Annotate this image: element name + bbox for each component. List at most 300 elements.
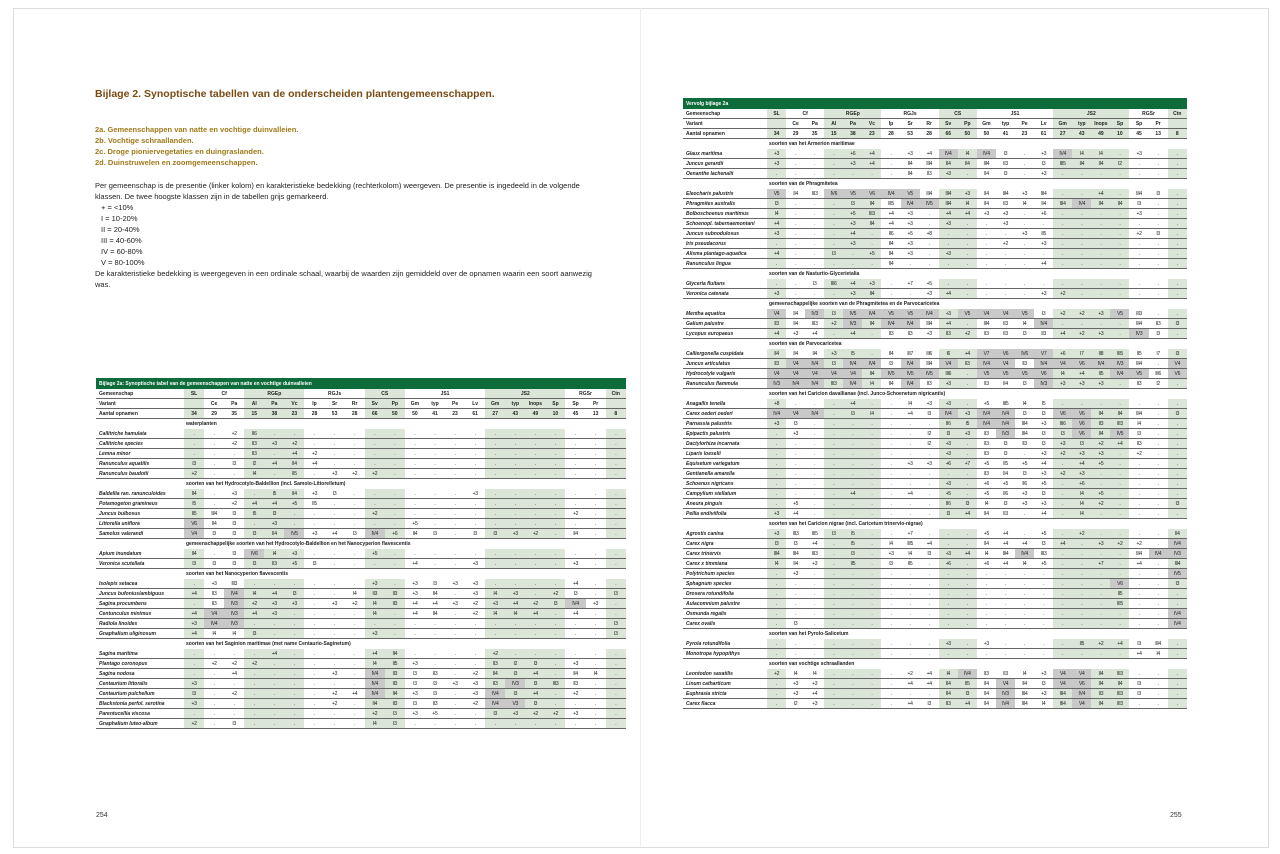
value-cell: . xyxy=(586,489,606,499)
variant-cell: Lv xyxy=(1034,119,1053,129)
species-name: Lemna minor xyxy=(96,449,184,459)
value-cell: +3 xyxy=(939,169,958,179)
value-cell: +3 xyxy=(405,579,425,589)
value-cell: +6 xyxy=(939,459,958,469)
value-cell: . xyxy=(345,659,365,669)
value-cell: III4 xyxy=(939,189,958,199)
table-row xyxy=(683,149,1187,159)
section-spacer xyxy=(96,639,184,650)
value-cell: . xyxy=(264,659,284,669)
value-cell: . xyxy=(881,419,900,429)
value-cell: +2 xyxy=(1053,289,1072,299)
variant-cell: Al xyxy=(244,399,264,409)
value-cell: +3 xyxy=(805,699,824,709)
value-cell: . xyxy=(977,599,996,609)
value-cell: IV3 xyxy=(224,609,244,619)
value-cell: . xyxy=(824,439,843,449)
value-cell: . xyxy=(586,439,606,449)
value-cell: . xyxy=(565,719,585,729)
value-cell: . xyxy=(1015,639,1034,649)
value-cell: . xyxy=(465,709,485,719)
group-ctn: Ctn xyxy=(1168,109,1187,119)
value-cell: +5 xyxy=(284,499,304,509)
value-cell: I4 xyxy=(767,559,786,569)
value-cell: . xyxy=(465,459,485,469)
value-cell: . xyxy=(881,159,900,169)
value-cell: . xyxy=(881,289,900,299)
value-cell: . xyxy=(325,459,345,469)
value-cell: IV4 xyxy=(365,679,385,689)
value-cell: . xyxy=(767,639,786,649)
value-cell: II3 xyxy=(1129,379,1148,389)
value-cell: . xyxy=(939,529,958,539)
value-cell: +2 xyxy=(525,599,545,609)
value-cell: . xyxy=(824,639,843,649)
value-cell: . xyxy=(1034,279,1053,289)
variant-cell: Pa xyxy=(264,399,284,409)
value-cell: . xyxy=(586,519,606,529)
value-cell: . xyxy=(920,509,939,519)
value-cell: . xyxy=(204,699,224,709)
value-cell: I3 xyxy=(525,679,545,689)
value-cell: IV4 xyxy=(843,379,862,389)
section-header xyxy=(96,479,626,490)
value-cell: III6 xyxy=(824,279,843,289)
value-cell: I3 xyxy=(525,659,545,669)
value-cell: . xyxy=(204,459,224,469)
value-cell: I3 xyxy=(786,619,805,629)
value-cell: +4 xyxy=(244,499,264,509)
value-cell: . xyxy=(1149,149,1168,159)
value-cell: . xyxy=(325,609,345,619)
value-cell: . xyxy=(824,239,843,249)
value-cell: . xyxy=(1091,549,1110,559)
variant-cell xyxy=(767,119,786,129)
value-cell: . xyxy=(767,589,786,599)
section-header xyxy=(683,299,1187,310)
value-cell: . xyxy=(264,669,284,679)
value-cell: . xyxy=(881,599,900,609)
value-cell: . xyxy=(996,229,1015,239)
value-cell: . xyxy=(958,399,977,409)
count-cell: 61 xyxy=(1034,129,1053,139)
value-cell: . xyxy=(204,669,224,679)
value-cell: . xyxy=(881,609,900,619)
value-cell: . xyxy=(565,499,585,509)
value-cell: . xyxy=(996,609,1015,619)
value-cell: . xyxy=(862,349,881,359)
table-row xyxy=(96,649,626,659)
group-ctn: Ctn xyxy=(606,389,626,399)
value-cell: . xyxy=(1053,249,1072,259)
value-cell: . xyxy=(465,429,485,439)
value-cell: +2 xyxy=(1110,539,1129,549)
table-row xyxy=(683,599,1187,609)
species-name: Glyceria fluitans xyxy=(683,279,767,289)
value-cell: +3 xyxy=(1072,469,1091,479)
species-name: Epipactis palustris xyxy=(683,429,767,439)
value-cell: . xyxy=(606,669,626,679)
value-cell: +2 xyxy=(1091,499,1110,509)
value-cell: I4 xyxy=(1149,649,1168,659)
value-cell: IV4 xyxy=(1168,539,1187,549)
value-cell: . xyxy=(1015,159,1034,169)
value-cell: . xyxy=(805,399,824,409)
value-cell: . xyxy=(264,469,284,479)
value-cell: +3 xyxy=(843,289,862,299)
value-cell: I5 xyxy=(843,539,862,549)
value-cell: III3 xyxy=(805,319,824,329)
value-cell: . xyxy=(862,169,881,179)
value-cell: . xyxy=(304,429,324,439)
value-cell: +2 xyxy=(224,429,244,439)
value-cell: . xyxy=(325,429,345,439)
species-name: Radiola linoides xyxy=(96,619,184,629)
value-cell: . xyxy=(425,649,445,659)
value-cell: . xyxy=(1168,209,1187,219)
value-cell: . xyxy=(284,659,304,669)
value-cell: . xyxy=(445,699,465,709)
value-cell: . xyxy=(786,479,805,489)
value-cell: . xyxy=(465,519,485,529)
value-cell: . xyxy=(901,639,920,649)
value-cell: II3 xyxy=(385,589,405,599)
value-cell: III4 xyxy=(1053,689,1072,699)
value-cell: V5 xyxy=(1129,369,1148,379)
value-cell: +2 xyxy=(1072,309,1091,319)
value-cell: II3 xyxy=(767,319,786,329)
value-cell: II4 xyxy=(786,349,805,359)
value-cell: . xyxy=(385,619,405,629)
value-cell: . xyxy=(1149,679,1168,689)
value-cell: . xyxy=(445,439,465,449)
value-cell: III3 xyxy=(1110,419,1129,429)
value-cell: IV4 xyxy=(939,409,958,419)
count-cell: 10 xyxy=(545,409,565,419)
value-cell: . xyxy=(862,529,881,539)
value-cell: . xyxy=(565,619,585,629)
group-rgjs: RGJs xyxy=(881,109,938,119)
value-cell: . xyxy=(843,479,862,489)
value-cell: IV3 xyxy=(505,679,525,689)
value-cell: II4 xyxy=(425,589,445,599)
value-cell: . xyxy=(545,489,565,499)
value-cell: . xyxy=(881,509,900,519)
value-cell: +6 xyxy=(977,479,996,489)
table-row xyxy=(683,209,1187,219)
species-name: Callitriche hamulata xyxy=(96,429,184,439)
value-cell: II3 xyxy=(485,659,505,669)
value-cell: . xyxy=(805,239,824,249)
value-cell: I3 xyxy=(996,149,1015,159)
value-cell: I5 xyxy=(184,499,204,509)
value-cell: III3 xyxy=(1110,669,1129,679)
value-cell: V6 xyxy=(1072,429,1091,439)
value-cell: +4 xyxy=(920,669,939,679)
value-cell: . xyxy=(862,459,881,469)
value-cell: +7 xyxy=(958,459,977,469)
value-cell: I3 xyxy=(1015,329,1034,339)
value-cell: IV4 xyxy=(485,689,505,699)
value-cell: III4 xyxy=(1034,189,1053,199)
value-cell: . xyxy=(996,569,1015,579)
value-cell: IV3 xyxy=(843,319,862,329)
value-cell: I3 xyxy=(767,199,786,209)
value-cell: IV4 xyxy=(996,419,1015,429)
value-cell: . xyxy=(1129,239,1148,249)
value-cell: . xyxy=(385,469,405,479)
value-cell: +4 xyxy=(525,669,545,679)
value-cell: . xyxy=(525,619,545,629)
value-cell: . xyxy=(805,619,824,629)
value-cell: I3 xyxy=(1034,539,1053,549)
value-cell: . xyxy=(485,519,505,529)
value-cell: . xyxy=(843,499,862,509)
value-cell: V6 xyxy=(1072,419,1091,429)
value-cell: +3 xyxy=(405,689,425,699)
value-cell: . xyxy=(465,619,485,629)
value-cell: . xyxy=(920,619,939,629)
value-cell: . xyxy=(1072,549,1091,559)
value-cell: II4 xyxy=(184,549,204,559)
value-cell: . xyxy=(805,459,824,469)
value-cell: III6 xyxy=(939,369,958,379)
value-cell: I3 xyxy=(843,549,862,559)
value-cell: . xyxy=(862,429,881,439)
value-cell: . xyxy=(958,369,977,379)
value-cell: +3 xyxy=(184,619,204,629)
value-cell: III4 xyxy=(939,199,958,209)
value-cell: . xyxy=(901,569,920,579)
value-cell: V6 xyxy=(1072,679,1091,689)
value-cell: . xyxy=(881,429,900,439)
species-name: Osmunda regalis xyxy=(683,609,767,619)
value-cell: . xyxy=(1053,319,1072,329)
value-cell: I3 xyxy=(264,509,284,519)
value-cell: II5 xyxy=(843,559,862,569)
value-cell: . xyxy=(977,579,996,589)
value-cell: IV4 xyxy=(939,149,958,159)
value-cell: +5 xyxy=(977,489,996,499)
value-cell: I3 xyxy=(1129,199,1148,209)
value-cell: . xyxy=(224,679,244,689)
value-cell: +4 xyxy=(939,209,958,219)
value-cell: II5 xyxy=(1110,589,1129,599)
value-cell: . xyxy=(606,529,626,539)
count-cell: 8 xyxy=(1168,129,1187,139)
value-cell: II3 xyxy=(977,379,996,389)
section-label: soorten van de Phragmitetea xyxy=(769,181,838,187)
species-name: Hydrocotyle vulgaris xyxy=(683,369,767,379)
value-cell: +3 xyxy=(977,639,996,649)
value-cell: . xyxy=(525,519,545,529)
value-cell: . xyxy=(304,579,324,589)
value-cell: . xyxy=(843,569,862,579)
value-cell: II3 xyxy=(425,699,445,709)
value-cell: +5 xyxy=(284,559,304,569)
value-cell: +4 xyxy=(1129,649,1148,659)
value-cell: . xyxy=(1110,169,1129,179)
value-cell: IV3 xyxy=(767,379,786,389)
species-name: Isolepis setacea xyxy=(96,579,184,589)
value-cell: . xyxy=(1129,489,1148,499)
value-cell: IV4 xyxy=(224,589,244,599)
value-cell: II4 xyxy=(786,309,805,319)
table-row xyxy=(96,589,626,599)
value-cell: . xyxy=(425,629,445,639)
value-cell: V6 xyxy=(996,349,1015,359)
value-cell: III5 xyxy=(881,199,900,209)
table-row xyxy=(683,279,1187,289)
value-cell: I4 xyxy=(365,719,385,729)
value-cell: . xyxy=(244,709,264,719)
value-cell: +2 xyxy=(365,469,385,479)
value-cell: +2 xyxy=(1091,639,1110,649)
value-cell: V4 xyxy=(1168,359,1187,369)
value-cell: . xyxy=(244,619,264,629)
value-cell: +5 xyxy=(1034,479,1053,489)
value-cell: . xyxy=(264,699,284,709)
value-cell: I4 xyxy=(244,469,264,479)
value-cell: . xyxy=(1149,459,1168,469)
count-cell: 66 xyxy=(939,129,958,139)
value-cell: . xyxy=(505,439,525,449)
value-cell: . xyxy=(525,549,545,559)
value-cell: . xyxy=(385,519,405,529)
table-row xyxy=(683,329,1187,339)
value-cell: . xyxy=(1149,249,1168,259)
value-cell: . xyxy=(901,439,920,449)
section-spacer xyxy=(683,659,767,670)
species-name: Lycopus europaeus xyxy=(683,329,767,339)
value-cell: II4 xyxy=(1091,669,1110,679)
value-cell: . xyxy=(805,259,824,269)
value-cell: . xyxy=(1168,469,1187,479)
value-cell: . xyxy=(325,589,345,599)
value-cell: . xyxy=(606,609,626,619)
value-cell: +6 xyxy=(843,149,862,159)
value-cell: . xyxy=(1149,609,1168,619)
value-cell: . xyxy=(445,469,465,479)
value-cell: III4 xyxy=(1129,549,1148,559)
table-row xyxy=(683,409,1187,419)
value-cell: . xyxy=(345,579,365,589)
value-cell: . xyxy=(862,549,881,559)
value-cell: I4 xyxy=(244,589,264,599)
value-cell: V6 xyxy=(1110,579,1129,589)
value-cell: . xyxy=(939,579,958,589)
value-cell: IV4 xyxy=(767,409,786,419)
value-cell: I3 xyxy=(805,279,824,289)
value-cell: . xyxy=(824,589,843,599)
subsection-2b: 2b. Vochtige schraallanden. xyxy=(95,136,194,145)
value-cell: . xyxy=(445,689,465,699)
value-cell: . xyxy=(843,639,862,649)
value-cell: +2 xyxy=(996,239,1015,249)
value-cell: . xyxy=(805,199,824,209)
value-cell: . xyxy=(862,489,881,499)
value-cell: I2 xyxy=(244,459,264,469)
value-cell: +4 xyxy=(843,399,862,409)
value-cell: . xyxy=(824,409,843,419)
value-cell: . xyxy=(862,699,881,709)
value-cell: IV4 xyxy=(1072,689,1091,699)
value-cell: IV5 xyxy=(881,369,900,379)
value-cell: I4 xyxy=(1072,489,1091,499)
value-cell: . xyxy=(881,149,900,159)
value-cell: . xyxy=(881,499,900,509)
value-cell: +3 xyxy=(1034,239,1053,249)
value-cell: II4 xyxy=(425,609,445,619)
aantal-label: Aantal opnamen xyxy=(96,409,184,419)
value-cell: . xyxy=(1110,319,1129,329)
value-cell: . xyxy=(244,719,264,729)
value-cell: . xyxy=(824,149,843,159)
value-cell: . xyxy=(325,709,345,719)
value-cell: . xyxy=(1072,259,1091,269)
value-cell: +2 xyxy=(184,469,204,479)
value-cell: . xyxy=(862,689,881,699)
value-cell: IV4 xyxy=(805,409,824,419)
value-cell: . xyxy=(805,429,824,439)
value-cell: I3 xyxy=(824,529,843,539)
count-cell: 28 xyxy=(881,129,900,139)
value-cell: V4 xyxy=(184,529,204,539)
value-cell: . xyxy=(1110,559,1129,569)
value-cell: . xyxy=(284,429,304,439)
value-cell: . xyxy=(920,449,939,459)
value-cell: I3 xyxy=(824,249,843,259)
value-cell: . xyxy=(901,499,920,509)
value-cell: . xyxy=(545,669,565,679)
value-cell: . xyxy=(485,499,505,509)
value-cell: +3 xyxy=(843,159,862,169)
value-cell: +4 xyxy=(405,559,425,569)
value-cell: +3 xyxy=(958,189,977,199)
value-cell: . xyxy=(325,519,345,529)
value-cell: I4 xyxy=(1015,559,1034,569)
value-cell: . xyxy=(862,539,881,549)
value-cell: +4 xyxy=(939,289,958,299)
value-cell: . xyxy=(824,419,843,429)
value-cell: IV3 xyxy=(1110,359,1129,369)
value-cell: . xyxy=(345,519,365,529)
value-cell: . xyxy=(345,439,365,449)
species-name: Polytrichum species xyxy=(683,569,767,579)
value-cell: . xyxy=(1110,449,1129,459)
value-cell: . xyxy=(1129,279,1148,289)
value-cell: +6 xyxy=(977,559,996,569)
species-name: Juncus articulatus xyxy=(683,359,767,369)
value-cell: . xyxy=(325,439,345,449)
value-cell: II3 xyxy=(385,699,405,709)
table-row xyxy=(683,529,1187,539)
value-cell: II4 xyxy=(786,319,805,329)
value-cell: . xyxy=(525,589,545,599)
value-cell: . xyxy=(786,219,805,229)
table-row xyxy=(683,259,1187,269)
value-cell: +5 xyxy=(996,479,1015,489)
species-name: Mentha aquatica xyxy=(683,309,767,319)
value-cell: . xyxy=(977,239,996,249)
value-cell: I3 xyxy=(1129,689,1148,699)
value-cell: . xyxy=(385,429,405,439)
value-cell: II3 xyxy=(1129,439,1148,449)
value-cell: III3 xyxy=(805,549,824,559)
value-cell: +4 xyxy=(958,549,977,559)
count-cell: 34 xyxy=(767,129,786,139)
section-spacer xyxy=(683,139,767,150)
